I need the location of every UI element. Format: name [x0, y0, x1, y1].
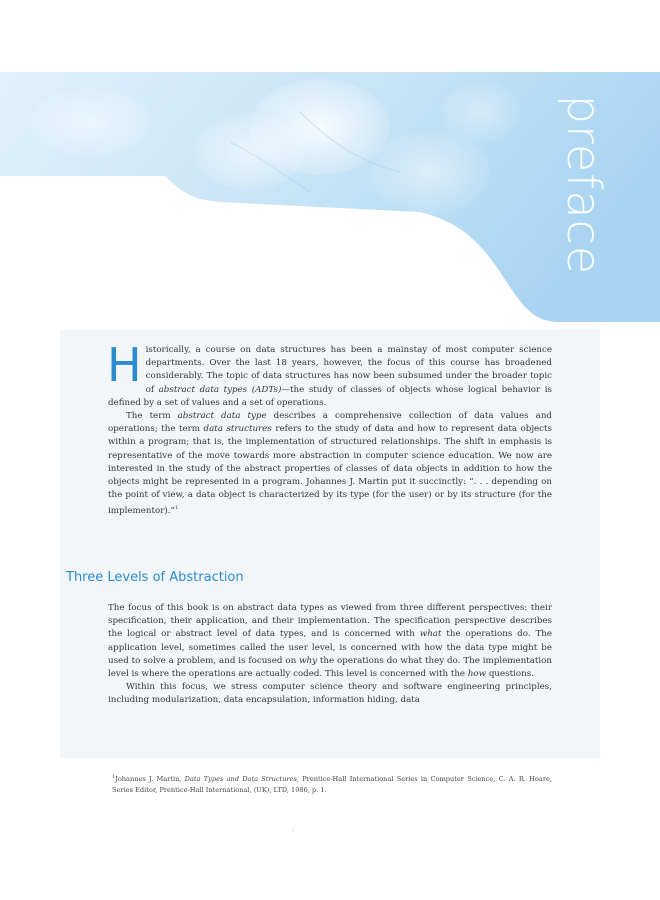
section-p2 [108, 681, 552, 707]
text-run: questions. [486, 669, 534, 680]
italic-run: how [467, 669, 487, 680]
italic-run: what [419, 629, 442, 640]
text-run: the operations do. The application level, sometimes called the user level, is concerned with how the data type might be used to solve a problem, and is focused on [108, 629, 552, 666]
text-run: Within this focus, we stress computer science theory and software engineering principles, including modularization, data encapsulation, information hiding, data [108, 682, 552, 706]
intro-paragraph [107, 338, 552, 519]
text-run: The term [126, 411, 178, 422]
chapter-label [552, 80, 616, 290]
text-run: —the study of classes of objects whose logical behavior is defined by a set of values and a set of operations. [108, 384, 552, 408]
text-run: istorically, a course on data structures has been a mainstay of most computer science departments. Over the last 18 years, however, the focus of this course has broadened considerably. The topic of data structures has now been subsumed under the broader topic of [145, 345, 552, 395]
italic-run: abstract data types (ADTs) [158, 384, 282, 395]
text-run: refers to the study of data and how to represent data objects within a program; that is, the implementation of structured relationships. The shift in emphasis is representative of the move towards more abstraction in computer science education. We now are interested in the study of the abstract properties of classes of data objects in addition to how the objects might be represented in a program. Johannes J. Martin put it succinctly: “. . . depending on the point of view, a data object is characterized by its type (for the user) or by its structure (for the implementor).” [108, 424, 552, 517]
text-run: the operations do what they do. The implementation level is where the operations are actually coded. This level is concerned with the [108, 655, 552, 680]
text-run: Johannes J. Martin, [115, 775, 185, 784]
section-heading: Three Levels of Abstraction [66, 570, 244, 585]
footnote-ref: 1 [174, 505, 179, 512]
preface-content [60, 330, 600, 758]
section-p1 [108, 602, 552, 681]
footnote-ref: 1 [112, 774, 116, 780]
text-run: , Prentice-Hall International Series in Computer Science, C. A. R. Hoare, Series Editor, Prentice-Hall International, (UK), LTD, 1986, p. 1. [112, 775, 552, 795]
italic-run: data structures [203, 424, 272, 435]
text-run: The focus of this book is on abstract data types as viewed from three different perspectives: their specification, their application, and their implementation. The specification perspective describes the logical or abstract level of data types, and is concerned with [108, 603, 552, 640]
intro-p1 [107, 338, 552, 408]
footnote [112, 772, 552, 796]
text-run: describes a comprehensive collection of data values and operations; the term [108, 411, 552, 435]
intro-p2 [108, 410, 552, 519]
italic-run: why [299, 655, 318, 666]
italic-run: Data Types and Data Structures [184, 775, 297, 784]
section-body [108, 602, 552, 708]
chapter-label-text: preface [557, 94, 611, 276]
drop-cap: H [107, 338, 142, 392]
italic-run: abstract data type [177, 411, 267, 422]
page-mark: . [292, 826, 294, 833]
